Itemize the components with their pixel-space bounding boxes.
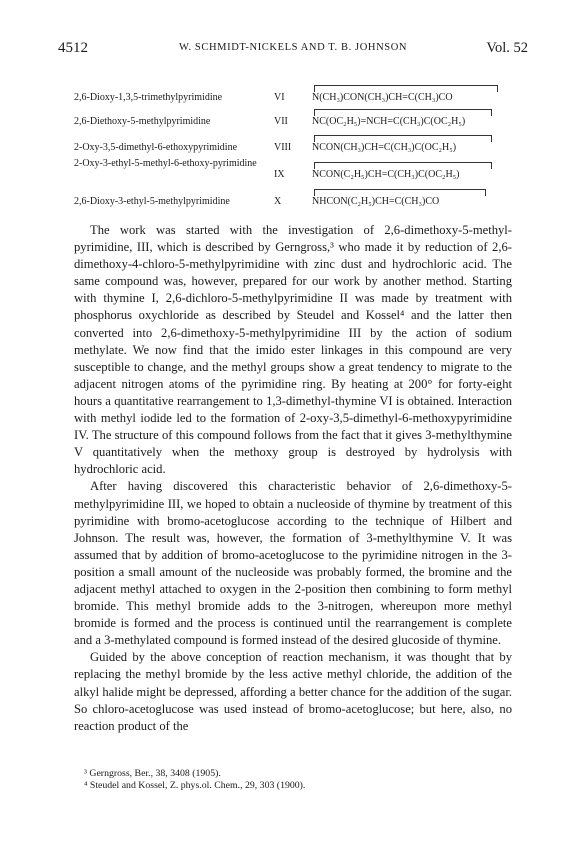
compound-name: 2-Oxy-3-ethyl-5-methyl-6-ethoxy-pyrimidine [74, 158, 257, 169]
ring-bracket [314, 85, 498, 92]
ring-bracket [314, 189, 486, 196]
body-text [74, 222, 512, 735]
ring-bracket [314, 109, 492, 116]
running-title: W. SCHMIDT-NICKELS AND T. B. JOHNSON [178, 42, 408, 53]
footnotes [74, 768, 512, 792]
paragraph: After having discovered this characteristic behavior of 2,6-dimethoxy-5-methylpyrimidine III, we hoped to obtain a nucleoside of thymine by treatment of this pyrimidine with bromo-acetoglucose according to the technique of Hilbert and Johnson. The result was, however, the formation of 3-methylthymine V. It was assumed that by addition of bromo-acetoglucose to the pyrimidine nitrogen in the 3-position a small amount of the nucleoside was probably formed, the bromine and the adjacent methyl attached to oxygen in the 2-position then combining to form methyl bromide. This methyl bromide adds to the 3-nitrogen, whereupon more methyl bromide is formed and the process is continued until the rearrangement is complete and a 3-methylated compound is formed instead of the desired glucoside of thymine. [74, 479, 512, 648]
paragraph: Guided by the above conception of reaction mechanism, it was thought that by replacing the methyl bromide by the less active methyl chloride, the addition of the alkyl halide might be depressed, affording a better chance for the addition of the sugar. So chloro-acetoglucose was used instead of bromo-acetoglucose; but here, also, no reaction product of the [74, 650, 512, 733]
footnote: ³ Gerngross, Ber., 38, 3408 (1905). [84, 768, 221, 779]
compound-formula: NHCON(C₂H₅)CH=C(CH₃)CO [312, 196, 439, 207]
compound-formula: NC(OC₂H₅)=NCH=C(CH₃)C(OC₂H₅) [312, 116, 465, 127]
compound-formula: NCON(CH₃)CH=C(CH₃)C(OC₂H₅) [312, 142, 456, 153]
compound-numeral: X [274, 196, 282, 207]
compound-numeral: VIII [274, 142, 292, 153]
volume-label: Vol. 52 [486, 40, 528, 56]
page-header [58, 40, 528, 56]
compound-formula: N(CH₃)CON(CH₃)CH=C(CH₃)CO [312, 92, 453, 103]
footnote: ⁴ Steudel and Kossel, Z. phys.ol. Chem., 29, 303 (1900). [84, 780, 306, 791]
compound-name: 2,6-Dioxy-1,3,5-trimethylpyrimidine [74, 92, 223, 103]
compound-name: 2-Oxy-3,5-dimethyl-6-ethoxypyrimidine [74, 142, 238, 153]
compound-numeral: IX [274, 169, 285, 180]
ring-bracket [314, 135, 492, 142]
ring-bracket [314, 162, 492, 169]
compound-name: 2,6-Dioxy-3-ethyl-5-methylpyrimidine [74, 196, 230, 207]
compound-numeral: VI [274, 92, 285, 103]
compound-numeral: VII [274, 116, 288, 127]
compound-name: 2,6-Diethoxy-5-methylpyrimidine [74, 116, 211, 127]
compound-formula: NCON(C₂H₅)CH=C(CH₃)C(OC₂H₅) [312, 169, 460, 180]
paragraph: The work was started with the investigation of 2,6-dimethoxy-5-methyl-pyrimidine, III, which is described by Gerngross,³ who made it by reduction of 2,6-dimethoxy-4-chloro-5-methylpyrimidine with zinc dust and hydrochloric acid. The same compound was, however, prepared for our work by another method. Starting with thymine I, 2,6-dichloro-5-methylpyrimidine II was made by treatment with phosphorus oxychloride as described by Steudel and Kossel⁴ and the latter then converted into 2,6-dimethoxy-5-methylpyrimidine III by the action of sodium methylate. We now find that the imido ester linkages in this compound are very susceptible to change, and the methyl groups show a great tendency to migrate to the adjacent nitrogen atoms of the pyrimidine ring. By heating at 200° for forty-eight hours a quantitative rearrangement to 1,3-dimethyl-thymine VI is obtained. Interaction with methyl iodide led to the formation of 2-oxy-3,5-dimethyl-6-methoxypyrimidine IV. The structure of this compound follows from the fact that it gives 3-methylthymine V quantitatively when the methoxy group is destroyed by hydrolysis with hydrochloric acid. [74, 223, 512, 477]
page-number: 4512 [58, 40, 88, 56]
